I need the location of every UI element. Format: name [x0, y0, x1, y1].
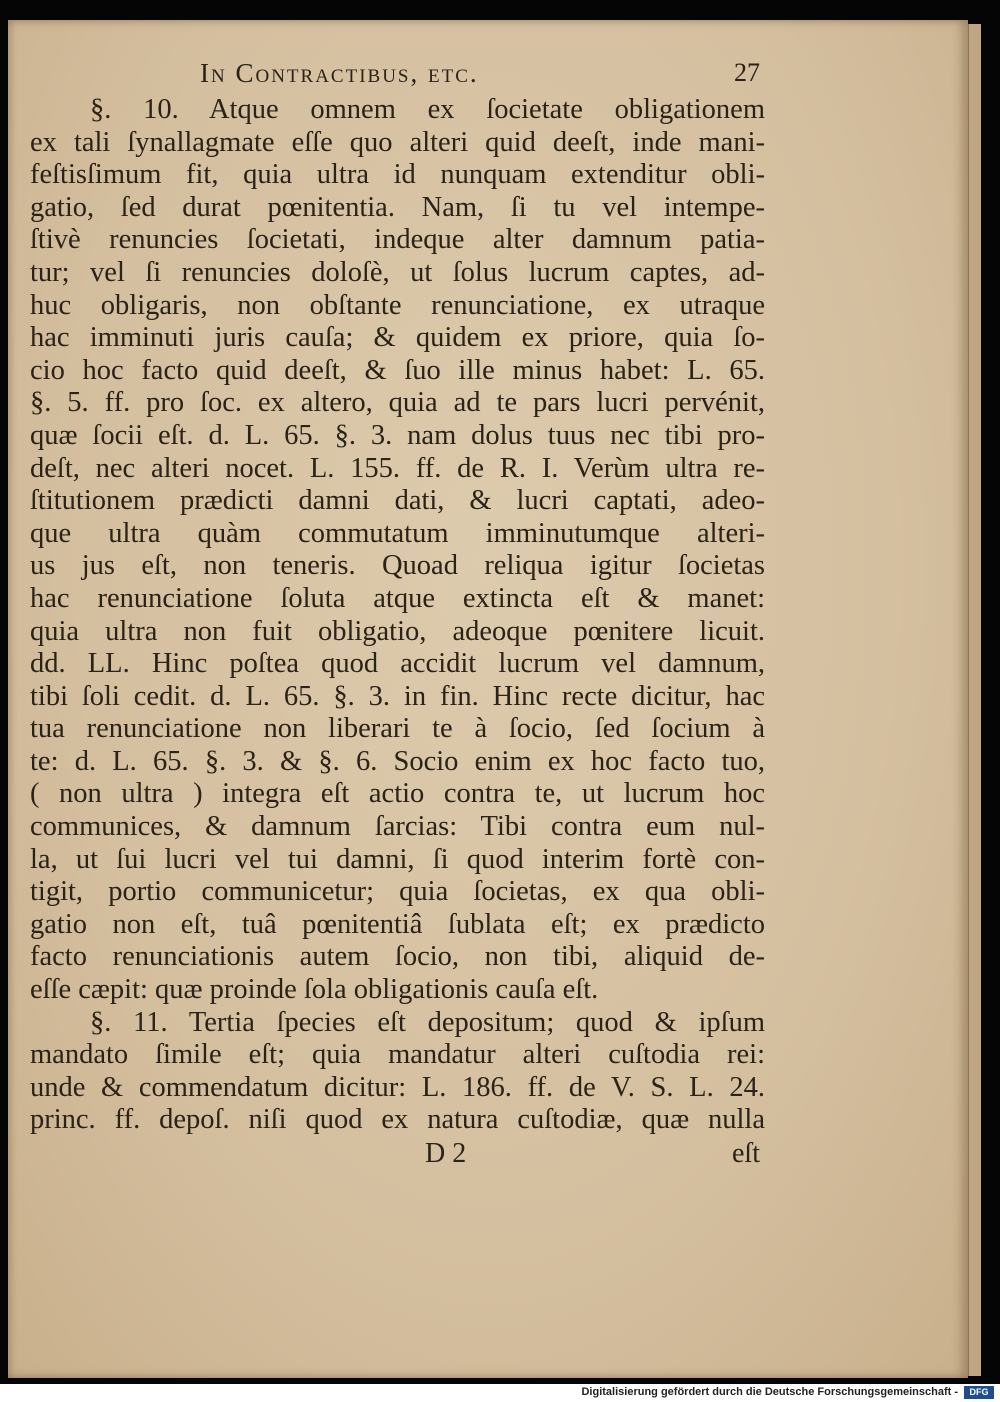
text-line: gatio non eſt, tuâ pœnitentiâ ſublata eſt; ex prædicto — [30, 908, 765, 940]
text-line: que ultra quàm commutatum imminutumque alteri- — [30, 517, 765, 549]
text-line: us jus eſt, non teneris. Quoad reliqua igitur ſocietas — [30, 550, 765, 582]
text-line: huc obligaris, non obſtante renunciatione, ex utraque — [30, 289, 765, 321]
page-number: 27 — [734, 58, 760, 87]
page-header — [200, 58, 760, 98]
text-line: deſt, nec alteri nocet. L. 155. ff. de R. I. Verùm ultra re- — [30, 452, 765, 484]
text-line: dd. LL. Hinc poſtea quod accidit lucrum vel damnum, — [30, 648, 765, 680]
text-line: tigit, portio communicetur; quia ſocietas, ex qua obli- — [30, 876, 765, 908]
body-text — [30, 94, 765, 1137]
text-line: mandato ſimile eſt; quia mandatur alteri cuſtodia rei: — [30, 1039, 765, 1071]
text-line: gatio, ſed durat pœnitentia. Nam, ſi tu vel intempe- — [30, 191, 765, 223]
text-line: eſſe cæpit: quæ proinde ſola obligationis cauſa eſt. — [30, 974, 599, 1006]
text-line: ſtivè renuncies ſocietati, indeque alter damnum patia- — [30, 224, 765, 256]
page-edge — [968, 24, 981, 1376]
text-line: §. 11. Tertia ſpecies eſt depositum; quod & ipſum — [90, 1006, 765, 1038]
text-line: unde & commendatum dicitur: L. 186. ff. de V. S. L. 24. — [30, 1071, 765, 1103]
footer-credit: Digitalisierung gefördert durch die Deutsche Forschungsgemeinschaft - — [581, 1386, 958, 1398]
catch-line — [420, 1138, 765, 1172]
text-line: la, ut ſui lucri vel tui damni, ſi quod interim fortè con- — [30, 843, 765, 875]
running-title: In Contractibus, etc. — [200, 58, 479, 88]
text-line: cio hoc facto quid deeſt, & ſuo ille minus habet: L. 65. — [30, 354, 765, 386]
text-line: hac imminuti juris cauſa; & quidem ex priore, quia ſo- — [30, 322, 765, 354]
catchword: eſt — [732, 1138, 760, 1169]
text-line: facto renunciationis autem ſocio, non tibi, aliquid de- — [30, 941, 765, 973]
digitization-footer — [0, 1384, 1000, 1402]
text-line: princ. ff. depoſ. niſi quod ex natura cuſtodiæ, quæ nulla — [30, 1104, 765, 1136]
text-line: tibi ſoli cedit. d. L. 65. §. 3. in fin. Hinc recte dicitur, hac — [30, 680, 765, 712]
text-line: §. 5. ff. pro ſoc. ex altero, quia ad te pars lucri pervénit, — [30, 387, 765, 419]
text-line: hac renunciatione ſoluta atque extincta eſt & manet: — [30, 582, 765, 614]
text-line: tua renunciatione non liberari te à ſocio, ſed ſocium à — [30, 713, 765, 745]
text-line: §. 10. Atque omnem ex ſocietate obligationem — [90, 94, 765, 125]
text-line: feſtisſimum fit, quia ultra id nunquam extenditur obli- — [30, 159, 765, 191]
text-line: quæ ſocii eſt. d. L. 65. §. 3. nam dolus tuus nec tibi pro- — [30, 419, 765, 451]
text-line: quia ultra non fuit obligatio, adeoque pœnitere licuit. — [30, 615, 765, 647]
dfg-logo-icon: DFG — [964, 1386, 994, 1399]
text-line: ſtitutionem prædicti damni dati, & lucri captati, adeo- — [30, 485, 765, 517]
text-line: communices, & damnum ſarcias: Tibi contra eum nul- — [30, 811, 765, 843]
text-line: tur; vel ſi renuncies doloſè, ut ſolus lucrum captes, ad- — [30, 256, 765, 288]
text-line: ex tali ſynallagmate eſſe quo alteri quid deeſt, inde mani- — [30, 126, 765, 158]
signature-mark: D 2 — [425, 1138, 467, 1169]
text-line: te: d. L. 65. §. 3. & §. 6. Socio enim ex hoc facto tuo, — [30, 745, 765, 777]
text-line: ( non ultra ) integra eſt actio contra te, ut lucrum hoc — [30, 778, 765, 810]
